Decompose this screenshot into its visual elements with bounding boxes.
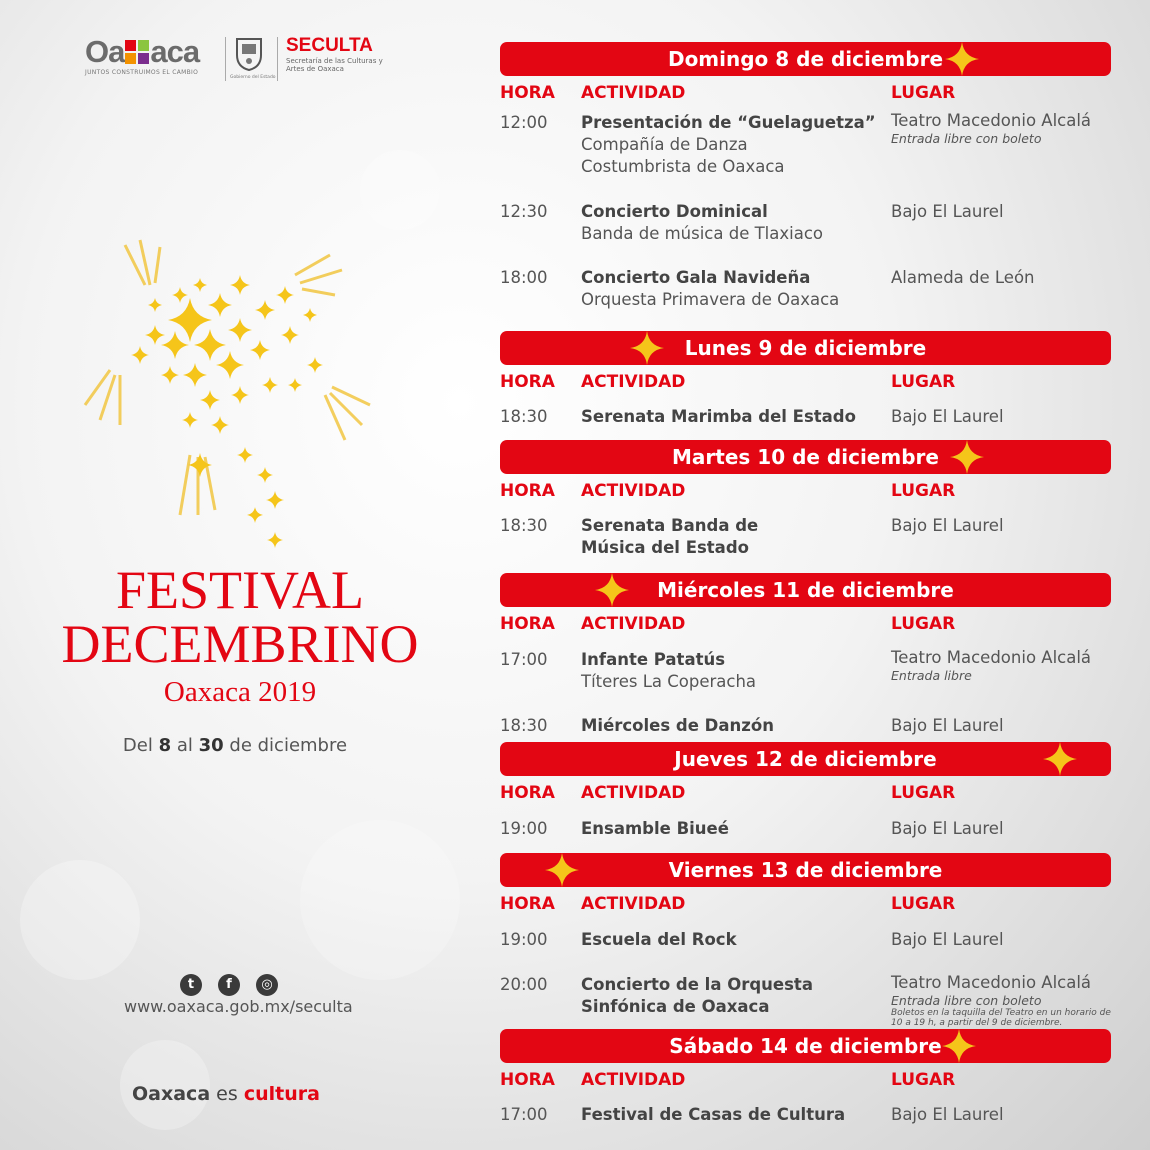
facebook-icon[interactable]: f	[218, 974, 240, 996]
star-sparkle-icon	[161, 366, 179, 384]
star-sparkle-icon	[545, 853, 579, 887]
event-activity-subtitle: Banda de música de Tlaxiaco	[581, 224, 823, 243]
column-header-actividad: ACTIVIDAD	[581, 614, 686, 634]
event-venue-name: Bajo El Laurel	[891, 516, 1004, 535]
bokeh-light	[360, 150, 440, 230]
column-header-hora: HORA	[500, 1070, 555, 1090]
column-header-lugar: LUGAR	[891, 83, 956, 103]
column-header-lugar: LUGAR	[891, 894, 956, 914]
day-header: Lunes 9 de diciembre	[500, 331, 1111, 365]
event-venue	[891, 1104, 1004, 1126]
star-sparkle-icon	[230, 275, 250, 295]
event-activity-subtitle: Compañía de Danza Costumbrista de Oaxaca	[581, 135, 785, 176]
event-venue	[891, 818, 1004, 840]
event-activity	[581, 112, 876, 178]
slogan: Oaxaca es cultura	[132, 1083, 320, 1105]
oaxaca-tagline: JUNTOS CONSTRUIMOS EL CAMBIO	[85, 69, 199, 76]
event-venue	[891, 929, 1004, 951]
event-activity-title: Concierto de la Orquesta Sinfónica de Oaxaca	[581, 975, 813, 1016]
event-activity	[581, 267, 839, 311]
column-header-actividad: ACTIVIDAD	[581, 783, 686, 803]
star-sparkle-icon	[945, 42, 979, 76]
oaxaca-logo: Oa aca JUNTOS CONSTRUIMOS EL CAMBIO	[85, 34, 200, 76]
event-activity	[581, 406, 856, 428]
event-time: 20:00	[500, 975, 548, 994]
event-activity-title: Serenata Banda de Música del Estado	[581, 516, 759, 557]
column-header-hora: HORA	[500, 83, 555, 103]
festival-title-line3: Oaxaca 2019	[163, 676, 317, 708]
pinata-star-illustration	[80, 225, 380, 555]
event-activity-title: Presentación de “Guelaguetza”	[581, 113, 876, 132]
event-venue-note: Entrada libre con boleto	[891, 993, 1042, 1008]
event-activity-title: Concierto Gala Navideña	[581, 268, 811, 287]
website-link[interactable]: www.oaxaca.gob.mx/seculta	[124, 997, 353, 1016]
column-header-hora: HORA	[500, 894, 555, 914]
event-time: 12:30	[500, 202, 548, 221]
day-header: Domingo 8 de diciembre	[500, 42, 1111, 76]
day-header: Martes 10 de diciembre	[500, 440, 1111, 474]
event-venue	[891, 972, 1111, 1028]
star-sparkle-icon	[145, 325, 165, 345]
event-venue-name: Teatro Macedonio Alcalá	[891, 973, 1092, 992]
event-activity-title: Infante Patatús	[581, 650, 726, 669]
event-venue-name: Teatro Macedonio Alcalá	[891, 648, 1092, 667]
event-activity	[581, 974, 813, 1018]
event-venue	[891, 267, 1035, 289]
star-sparkle-icon	[183, 363, 207, 387]
event-activity-title: Concierto Dominical	[581, 202, 768, 221]
event-activity-title: Serenata Marimba del Estado	[581, 407, 856, 426]
star-sparkle-icon	[262, 377, 278, 393]
column-header-actividad: ACTIVIDAD	[581, 1070, 686, 1090]
event-venue-name: Bajo El Laurel	[891, 202, 1004, 221]
column-header-lugar: LUGAR	[891, 614, 956, 634]
event-activity	[581, 818, 729, 840]
column-header-hora: HORA	[500, 481, 555, 501]
event-venue-note: Entrada libre con boleto	[891, 131, 1042, 146]
event-venue	[891, 110, 1091, 146]
star-sparkle-icon	[208, 293, 232, 317]
day-header: Miércoles 11 de diciembre	[500, 573, 1111, 607]
star-sparkle-icon	[255, 300, 275, 320]
star-sparkle-icon	[182, 412, 198, 428]
divider	[225, 37, 226, 81]
star-sparkle-icon	[231, 386, 249, 404]
star-sparkle-icon	[288, 378, 302, 392]
event-venue-name: Bajo El Laurel	[891, 716, 1004, 735]
event-time: 17:00	[500, 1105, 548, 1124]
star-sparkle-icon	[950, 440, 984, 474]
star-sparkle-icon	[257, 467, 273, 483]
bokeh-light	[300, 820, 460, 980]
star-sparkle-icon	[200, 390, 220, 410]
star-sparkle-icon	[267, 532, 283, 548]
event-activity-subtitle: Títeres La Coperacha	[581, 672, 757, 691]
seculta-subtitle: Secretaría de las Culturas y Artes de Oaxaca	[286, 57, 383, 73]
event-venue-name: Bajo El Laurel	[891, 407, 1004, 426]
seculta-logo	[286, 35, 396, 73]
festival-title-line2: DECEMBRINO	[61, 614, 419, 674]
event-time: 18:30	[500, 716, 548, 735]
event-activity-subtitle: Orquesta Primavera de Oaxaca	[581, 290, 840, 309]
event-time: 18:00	[500, 268, 548, 287]
column-header-lugar: LUGAR	[891, 1070, 956, 1090]
event-venue-fineprint: Boletos en la taquilla del Teatro en un horario de 10 a 19 h, a partir del 9 de diciembre.	[891, 1008, 1111, 1028]
event-venue-note: Entrada libre	[891, 668, 972, 683]
bokeh-light	[20, 860, 140, 980]
star-sparkle-icon	[630, 331, 664, 365]
instagram-icon[interactable]: ◎	[256, 974, 278, 996]
event-time: 12:00	[500, 113, 548, 132]
event-venue-name: Bajo El Laurel	[891, 930, 1004, 949]
star-sparkle-icon	[148, 298, 162, 312]
event-time: 19:00	[500, 819, 548, 838]
event-venue-name: Bajo El Laurel	[891, 1105, 1004, 1124]
star-sparkle-icon	[211, 416, 229, 434]
event-activity-title: Festival de Casas de Cultura	[581, 1105, 846, 1124]
column-header-hora: HORA	[500, 372, 555, 392]
social-links	[180, 973, 294, 996]
star-sparkle-icon	[216, 351, 244, 379]
header-logos	[85, 35, 395, 85]
star-sparkle-icon	[161, 331, 189, 359]
day-header: Jueves 12 de diciembre	[500, 742, 1111, 776]
event-time: 19:00	[500, 930, 548, 949]
column-header-lugar: LUGAR	[891, 481, 956, 501]
star-sparkle-icon	[237, 447, 253, 463]
column-header-actividad: ACTIVIDAD	[581, 481, 686, 501]
seculta-title: SECULTA	[286, 35, 373, 56]
day-header: Viernes 13 de diciembre	[500, 853, 1111, 887]
star-sparkle-icon	[131, 346, 149, 364]
event-venue	[891, 406, 1004, 428]
star-sparkle-icon	[172, 287, 188, 303]
event-time: 17:00	[500, 650, 548, 669]
festival-dates: Del 8 al 30 de diciembre	[122, 735, 348, 756]
star-sparkle-icon	[194, 329, 226, 361]
event-activity	[581, 201, 823, 245]
oaxaca-x-mark-icon	[125, 40, 149, 64]
star-sparkle-icon	[281, 326, 299, 344]
column-header-lugar: LUGAR	[891, 372, 956, 392]
event-venue-name: Bajo El Laurel	[891, 819, 1004, 838]
star-sparkle-icon	[303, 308, 317, 322]
event-activity	[581, 929, 737, 951]
event-activity-title: Escuela del Rock	[581, 930, 737, 949]
event-venue	[891, 515, 1004, 537]
event-time: 18:30	[500, 516, 548, 535]
day-header: Sábado 14 de diciembre	[500, 1029, 1111, 1063]
twitter-icon[interactable]: t	[180, 974, 202, 996]
star-sparkle-icon	[276, 286, 294, 304]
oaxaca-logo-text: Oa	[85, 34, 125, 69]
festival-title-line1: FESTIVAL	[115, 560, 365, 620]
event-venue	[891, 201, 1004, 223]
column-header-hora: HORA	[500, 614, 555, 634]
event-activity	[581, 515, 758, 559]
star-sparkle-icon	[307, 357, 323, 373]
column-header-actividad: ACTIVIDAD	[581, 372, 686, 392]
event-venue	[891, 647, 1091, 683]
event-activity-title: Miércoles de Danzón	[581, 716, 774, 735]
gobierno-label: Gobierno del Estado	[230, 75, 276, 80]
star-sparkle-icon	[193, 278, 207, 292]
event-activity	[581, 649, 756, 693]
star-sparkle-icon	[942, 1029, 976, 1063]
event-time: 18:30	[500, 407, 548, 426]
star-sparkle-icon	[1043, 742, 1077, 776]
column-header-actividad: ACTIVIDAD	[581, 83, 686, 103]
column-header-actividad: ACTIVIDAD	[581, 894, 686, 914]
star-sparkle-icon	[247, 507, 263, 523]
star-sparkle-icon	[266, 491, 284, 509]
column-header-lugar: LUGAR	[891, 783, 956, 803]
event-venue-name: Teatro Macedonio Alcalá	[891, 111, 1092, 130]
state-seal-icon	[233, 35, 265, 71]
event-activity	[581, 1104, 845, 1126]
column-header-hora: HORA	[500, 783, 555, 803]
event-activity-title: Ensamble Biueé	[581, 819, 729, 838]
star-sparkle-icon	[228, 318, 252, 342]
event-activity	[581, 715, 774, 737]
divider	[277, 37, 278, 81]
event-venue	[891, 715, 1004, 737]
star-sparkle-icon	[595, 573, 629, 607]
event-venue-name: Alameda de León	[891, 268, 1035, 287]
star-sparkle-icon	[250, 340, 270, 360]
